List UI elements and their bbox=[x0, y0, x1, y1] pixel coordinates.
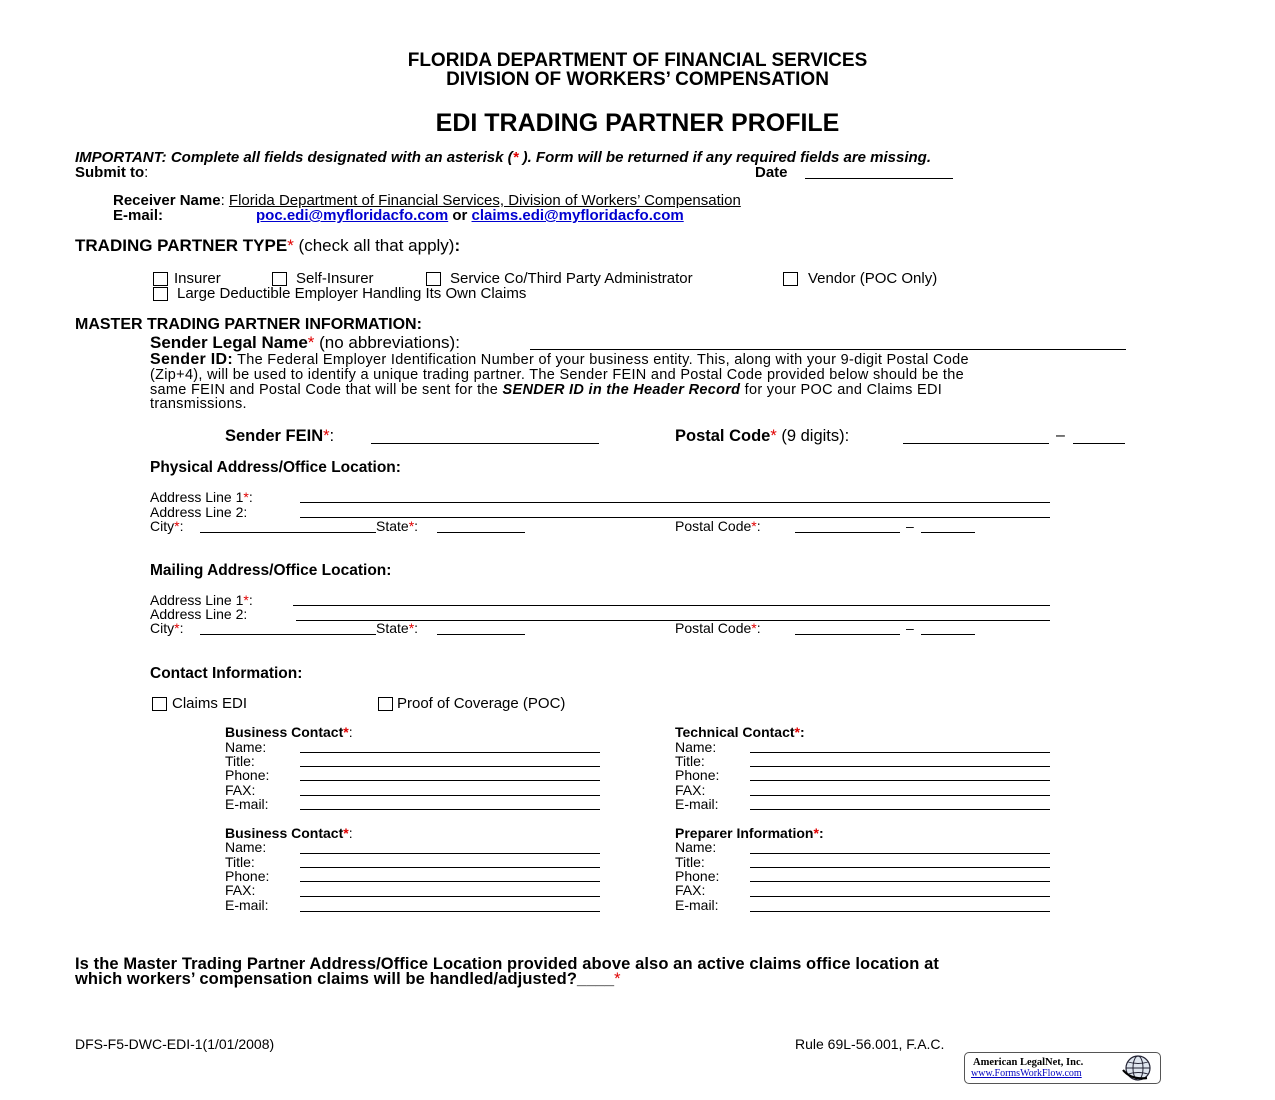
receiver-name: Receiver Name: Florida Department of Financial Services, Division of Workers’ Compensation bbox=[113, 192, 741, 209]
mailing-line2-label: Address Line 2: bbox=[150, 606, 248, 622]
bc2-name-field[interactable] bbox=[300, 853, 600, 854]
bc2-fax-field[interactable] bbox=[300, 896, 600, 897]
claims-office-question-2: which workers’ compensation claims will be handled/adjusted?____* bbox=[75, 970, 621, 988]
insurer-checkbox[interactable] bbox=[153, 272, 168, 286]
tc-name-field[interactable] bbox=[750, 752, 1050, 753]
prep-phone-label: Phone: bbox=[675, 868, 720, 884]
bc1-name-field[interactable] bbox=[300, 752, 600, 753]
physical-line2-label: Address Line 2: bbox=[150, 504, 248, 520]
vendor-checkbox[interactable] bbox=[783, 272, 798, 286]
prep-title-field[interactable] bbox=[750, 867, 1050, 868]
mailing-line1-field[interactable] bbox=[293, 605, 1050, 606]
american-legalnet-logo bbox=[964, 1052, 1161, 1084]
prep-name-label: Name: bbox=[675, 839, 717, 855]
bc2-email-label: E-mail: bbox=[225, 897, 269, 913]
prep-name-field[interactable] bbox=[750, 853, 1050, 854]
bc2-phone-field[interactable] bbox=[300, 881, 600, 882]
claims-edi-label: Claims EDI bbox=[172, 695, 248, 712]
sender-id-line-1: Sender ID: The Federal Employer Identification Number of your business entity. This, along with your 9-digit Postal Code bbox=[150, 351, 969, 368]
self-insurer-label: Self-Insurer bbox=[296, 270, 374, 287]
bc2-fax-label: FAX: bbox=[225, 882, 256, 898]
claims-office-answer-field[interactable]: ____ bbox=[577, 970, 615, 988]
bc2-title-label: Title: bbox=[225, 854, 255, 870]
insurer-label: Insurer bbox=[174, 270, 221, 287]
fein-field[interactable] bbox=[371, 443, 599, 444]
vendor-label: Vendor (POC Only) bbox=[808, 270, 938, 287]
bc1-name-label: Name: bbox=[225, 739, 267, 755]
prep-fax-label: FAX: bbox=[675, 882, 706, 898]
mailing-line1-label: Address Line 1*: bbox=[150, 592, 253, 608]
physical-plus4-field[interactable] bbox=[921, 532, 975, 533]
legal-name-label: Sender Legal Name* (no abbreviations): bbox=[150, 333, 460, 352]
large-deductible-checkbox[interactable] bbox=[153, 287, 168, 301]
sender-id-line-4: transmissions. bbox=[150, 396, 247, 412]
postal-plus4-field[interactable] bbox=[1073, 443, 1125, 444]
prep-phone-field[interactable] bbox=[750, 881, 1050, 882]
bc1-fax-label: FAX: bbox=[225, 782, 256, 798]
bc1-phone-field[interactable] bbox=[300, 780, 600, 781]
legal-name-field[interactable] bbox=[530, 349, 1126, 350]
fein-label: Sender FEIN*: bbox=[225, 427, 335, 445]
globe-icon bbox=[1121, 1054, 1155, 1082]
mailing-state-field[interactable] bbox=[437, 634, 525, 635]
bc1-email-field[interactable] bbox=[300, 809, 600, 810]
important-note bbox=[75, 150, 931, 165]
bc1-title-label: Title: bbox=[225, 753, 255, 769]
poc-label: Proof of Coverage (POC) bbox=[397, 695, 566, 712]
prep-title-label: Title: bbox=[675, 854, 705, 870]
email-label: E-mail: bbox=[113, 207, 164, 224]
mailing-city-field[interactable] bbox=[200, 634, 376, 635]
business-contact-2-heading: Business Contact*: bbox=[225, 825, 353, 841]
tc-email-label: E-mail: bbox=[675, 796, 719, 812]
physical-state-label: State*: bbox=[376, 518, 419, 534]
physical-city-field[interactable] bbox=[200, 532, 376, 533]
bc1-fax-field[interactable] bbox=[300, 795, 600, 796]
bc2-phone-label: Phone: bbox=[225, 868, 270, 884]
tc-phone-field[interactable] bbox=[750, 780, 1050, 781]
sender-id-line-2: (Zip+4), will be used to identify a unique trading partner. The Sender FEIN and Postal Code provided below should be the bbox=[150, 367, 964, 383]
mailing-state-label: State*: bbox=[376, 620, 419, 636]
prep-email-field[interactable] bbox=[750, 911, 1050, 912]
postal-dash: – bbox=[1056, 427, 1065, 444]
large-deductible-label: Large Deductible Employer Handling Its Own Claims bbox=[177, 285, 527, 302]
email-links: poc.edi@myfloridacfo.com or claims.edi@myfloridacfo.com bbox=[256, 207, 684, 224]
partner-type-heading: TRADING PARTNER TYPE* (check all that apply): bbox=[75, 236, 461, 255]
date-field[interactable] bbox=[805, 178, 953, 179]
physical-line1-label: Address Line 1*: bbox=[150, 489, 253, 505]
tc-name-label: Name: bbox=[675, 739, 717, 755]
business-contact-1-heading: Business Contact*: bbox=[225, 724, 353, 740]
physical-postal-field[interactable] bbox=[795, 532, 900, 533]
tc-fax-label: FAX: bbox=[675, 782, 706, 798]
mailing-postal-field[interactable] bbox=[795, 634, 900, 635]
tc-phone-label: Phone: bbox=[675, 767, 720, 783]
bc2-title-field[interactable] bbox=[300, 867, 600, 868]
postal-label: Postal Code* (9 digits): bbox=[675, 427, 850, 445]
master-heading: MASTER TRADING PARTNER INFORMATION: bbox=[75, 316, 422, 333]
sender-id-line-3: same FEIN and Postal Code that will be sent for the SENDER ID in the Header Record for your POC and Claims EDI bbox=[150, 382, 943, 398]
poc-email-link[interactable]: poc.edi@myfloridacfo.com bbox=[256, 207, 449, 224]
tc-title-label: Title: bbox=[675, 753, 705, 769]
physical-postal-dash: – bbox=[906, 518, 914, 534]
mailing-heading: Mailing Address/Office Location: bbox=[150, 562, 392, 579]
receiver-value: Florida Department of Financial Services, Division of Workers’ Compensation bbox=[228, 192, 741, 209]
physical-state-field[interactable] bbox=[437, 532, 525, 533]
physical-heading: Physical Address/Office Location: bbox=[150, 459, 401, 476]
self-insurer-checkbox[interactable] bbox=[272, 272, 287, 286]
mailing-postal-dash: – bbox=[906, 620, 914, 636]
asterisk: * bbox=[512, 149, 519, 166]
bc1-email-label: E-mail: bbox=[225, 796, 269, 812]
mailing-postal-label: Postal Code*: bbox=[675, 620, 761, 636]
form-title: EDI TRADING PARTNER PROFILE bbox=[435, 109, 840, 137]
logo-name: American LegalNet, Inc. bbox=[973, 1057, 1084, 1068]
prep-email-label: E-mail: bbox=[675, 897, 719, 913]
technical-contact-heading: Technical Contact*: bbox=[675, 724, 805, 740]
important-lead: IMPORTANT: Complete all fields designated with an asterisk ( bbox=[75, 149, 513, 166]
prep-fax-field[interactable] bbox=[750, 896, 1050, 897]
bc1-phone-label: Phone: bbox=[225, 767, 270, 783]
bc1-title-field[interactable] bbox=[300, 766, 600, 767]
bc2-name-label: Name: bbox=[225, 839, 267, 855]
tc-fax-field[interactable] bbox=[750, 795, 1050, 796]
claims-email-link[interactable]: claims.edi@myfloridacfo.com bbox=[471, 207, 684, 224]
claims-office-question-1: Is the Master Trading Partner Address/Office Location provided above also an active claims office location at bbox=[75, 955, 939, 973]
poc-checkbox[interactable] bbox=[378, 697, 393, 711]
agency-name: FLORIDA DEPARTMENT OF FINANCIAL SERVICES bbox=[407, 50, 868, 71]
preparer-heading: Preparer Information*: bbox=[675, 825, 824, 841]
form-id: DFS-F5-DWC-EDI-1(1/01/2008) bbox=[75, 1036, 275, 1052]
date-label: Date bbox=[755, 164, 788, 181]
rule-citation: Rule 69L-56.001, F.A.C. bbox=[795, 1036, 945, 1052]
contact-heading: Contact Information: bbox=[150, 665, 303, 682]
claims-edi-checkbox[interactable] bbox=[152, 697, 167, 711]
physical-city-label: City*: bbox=[150, 518, 184, 534]
service-co-checkbox[interactable] bbox=[426, 272, 441, 286]
physical-line1-field[interactable] bbox=[300, 502, 1050, 503]
tc-email-field[interactable] bbox=[750, 809, 1050, 810]
postal-zip-field[interactable] bbox=[903, 443, 1049, 444]
important-tail: ). Form will be returned if any required fields are missing. bbox=[518, 149, 932, 166]
submit-to-label: Submit to: bbox=[75, 164, 149, 181]
logo-url[interactable]: www.FormsWorkFlow.com bbox=[971, 1068, 1082, 1079]
mailing-plus4-field[interactable] bbox=[921, 634, 975, 635]
tc-title-field[interactable] bbox=[750, 766, 1050, 767]
physical-postal-label: Postal Code*: bbox=[675, 518, 761, 534]
bc2-email-field[interactable] bbox=[300, 911, 600, 912]
division-name: DIVISION OF WORKERS’ COMPENSATION bbox=[446, 69, 829, 90]
service-co-label: Service Co/Third Party Administrator bbox=[450, 270, 693, 287]
mailing-city-label: City*: bbox=[150, 620, 184, 636]
